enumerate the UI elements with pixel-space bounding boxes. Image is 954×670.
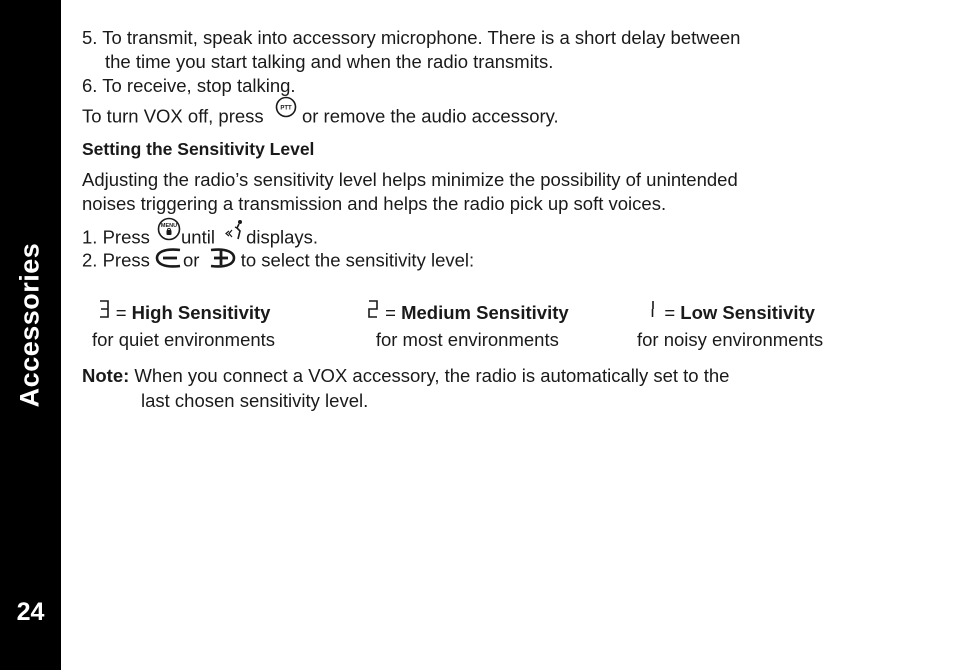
note-line-1 (82, 365, 729, 387)
plus-button-icon (208, 247, 236, 274)
step-1-before: 1. Press (82, 226, 150, 248)
step-2 (82, 248, 474, 275)
step-1-after: displays. (246, 226, 319, 248)
sensitivity-medium-desc: for most environments (375, 329, 559, 350)
step-5-line-2: the time you start talking and when the radio transmits. (105, 51, 554, 72)
ptt-label: PTT (280, 105, 292, 112)
vox-off-line (82, 104, 559, 131)
step-2-mid: or (183, 249, 200, 271)
page-number: 24 (16, 598, 45, 626)
note-line-2: last chosen sensitivity level. (141, 390, 369, 411)
menu-label: MENU (160, 223, 178, 229)
note-label: Note: (82, 365, 130, 386)
sensitivity-medium-label: Medium Sensitivity (401, 301, 569, 323)
sidebar-tab (0, 0, 61, 670)
paragraph-line-2: noises triggering a transmission and helps the radio pick up soft voices. (82, 193, 667, 214)
sensitivity-high-label: High Sensitivity (131, 301, 271, 323)
sensitivity-medium-eq: = (385, 301, 396, 323)
sensitivity-high-eq: = (115, 301, 127, 323)
seven-seg-3-icon (97, 298, 111, 326)
sensitivity-high-desc: for quiet environments (92, 329, 276, 350)
sensitivity-low-eq: = (664, 301, 676, 323)
vox-off-text-before: To turn VOX off, press (82, 105, 264, 127)
vox-icon (224, 219, 246, 246)
step-6: 6. To receive, stop talking. (82, 75, 296, 96)
step-5-line-1: 5. To transmit, speak into accessory microphone. There is a short delay between (82, 27, 741, 48)
sensitivity-low-label: Low Sensitivity (680, 301, 815, 323)
sensitivity-medium (366, 300, 569, 352)
menu-button-icon (157, 217, 181, 246)
ptt-button-icon (275, 96, 297, 123)
sensitivity-high (92, 300, 275, 352)
step-1-mid: until (181, 226, 215, 248)
step-2-after: to select the sensitivity level: (240, 249, 475, 271)
seven-seg-1-icon (645, 298, 659, 326)
sensitivity-low-desc: for noisy environments (637, 329, 824, 350)
note-text-1: When you connect a VOX accessory, the radio is automatically set to the (134, 365, 730, 386)
section-heading: Setting the Sensitivity Level (82, 139, 315, 159)
minus-button-icon (155, 247, 183, 274)
vox-off-text-after: or remove the audio accessory. (301, 105, 559, 127)
seven-seg-2-icon (366, 298, 380, 326)
step-2-before: 2. Press (82, 249, 150, 271)
sensitivity-low (637, 300, 823, 352)
paragraph-line-1: Adjusting the radio’s sensitivity level helps minimize the possibility of unintended (82, 169, 738, 190)
section-title: Accessories (14, 242, 45, 408)
